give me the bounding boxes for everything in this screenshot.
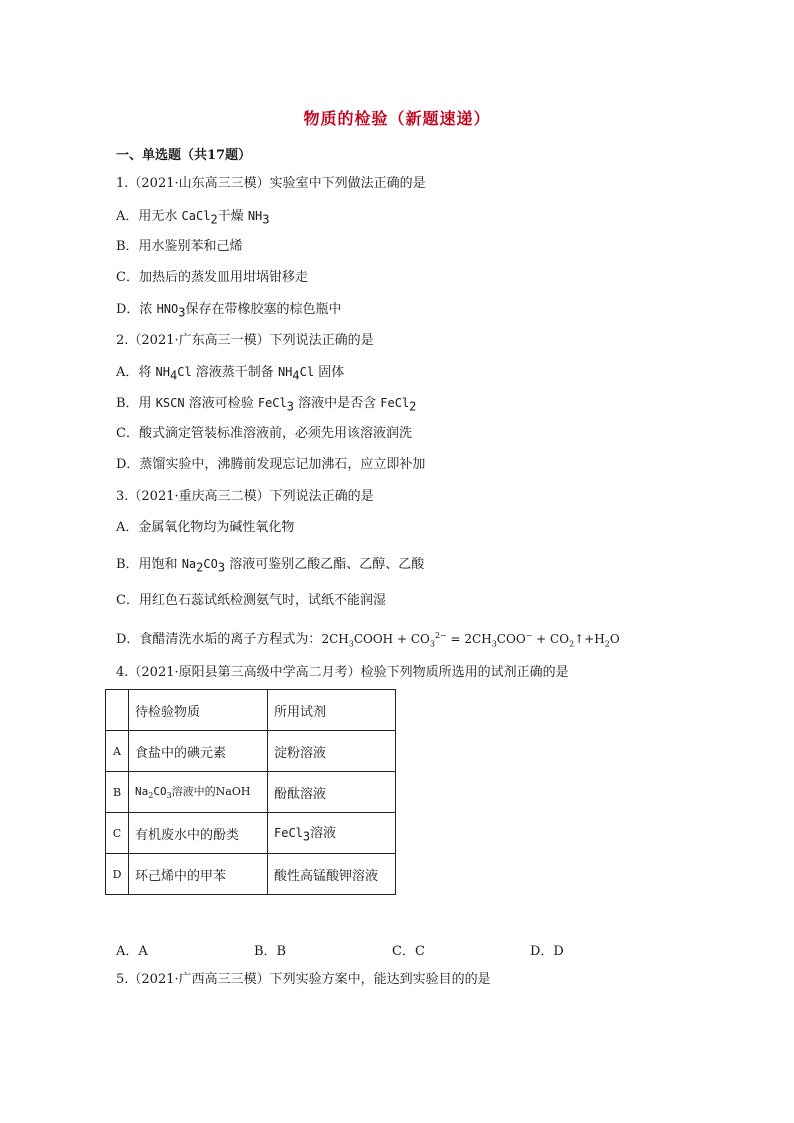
q4-option-c: C．C (392, 944, 425, 959)
q1-option-b: B．用水鉴别苯和己烯 (116, 239, 243, 254)
reagent-table (105, 689, 396, 895)
row-substance: 食盐中的碘元素 (129, 731, 268, 772)
row-substance: 有机废水中的酚类 (129, 813, 268, 854)
row-key: D (106, 854, 129, 895)
q2-option-c: C．酸式滴定管装标准溶液前，必须先用该溶液润洗 (116, 426, 412, 441)
q3-option-a: A．金属氧化物均为碱性氧化物 (116, 520, 295, 535)
q2-option-a: A．将 $NH_4Cl$ 溶液蒸干制备 $NH_4Cl$ 固体 (116, 365, 345, 383)
q1-stem: 1.（2021·山东高三三模）实验室中下列做法正确的是 (116, 176, 426, 191)
row-substance: 环己烯中的甲苯 (129, 854, 268, 895)
q1-option-c: C．加热后的蒸发皿用坩埚钳移走 (116, 270, 308, 285)
document-title: 物质的检验（新题速递） (303, 109, 491, 128)
row-substance: $Na_2CO_3$溶液中的NaOH (129, 772, 268, 813)
table-row (106, 854, 396, 895)
table-header-row (106, 690, 396, 731)
row-key: B (106, 772, 129, 813)
row-key: C (106, 813, 129, 854)
q4-option-d: D．D (530, 944, 564, 959)
q1-option-a: A．用无水 CaCl$_2$干燥 $NH_3$ (116, 209, 270, 227)
row-reagent: 酚酞溶液 (268, 772, 396, 813)
q2-option-b: B．用 KSCN 溶液可检验 FeCl$_3$ 溶液中是否含 FeCl$_2$ (116, 396, 417, 414)
row-key: A (106, 731, 129, 772)
q3-stem: 3.（2021·重庆高三二模）下列说法正确的是 (116, 489, 374, 504)
table-row (106, 731, 396, 772)
q2-stem: 2.（2021·广东高三一模）下列说法正确的是 (116, 333, 374, 348)
row-reagent: 淀粉溶液 (268, 731, 396, 772)
section-heading: 一、单选题（共17题） (116, 148, 252, 163)
table-row (106, 813, 396, 854)
q5-stem: 5.（2021·广西高三三模）下列实验方案中，能达到实验目的的是 (116, 972, 491, 987)
q4-option-b: B．B (254, 944, 287, 959)
q3-option-b: B．用饱和 $Na_2CO_3$ 溶液可鉴别乙酸乙酯、乙醇、乙酸 (116, 557, 425, 575)
table-header-cell: 待检验物质 (129, 690, 268, 731)
q3-option-c: C．用红色石蕊试纸检测氨气时，试纸不能润湿 (116, 593, 386, 608)
table-row (106, 772, 396, 813)
q3-option-d: D．食醋清洗水垢的离子方程式为：$2CH_3COOH + CO_3^{2-} = 2CH_3COO^-$ + $CO_2↑+H_2O$ (116, 631, 620, 649)
q2-option-d: D．蒸馏实验中，沸腾前发现忘记加沸石，应立即补加 (116, 457, 426, 472)
row-reagent: FeCl$_3$溶液 (268, 813, 396, 854)
row-reagent: 酸性高锰酸钾溶液 (268, 854, 396, 895)
table-header-cell (106, 690, 129, 731)
q4-stem: 4.（2021·原阳县第三高级中学高二月考）检验下列物质所选用的试剂正确的是 (116, 665, 569, 680)
table-header-cell: 所用试剂 (268, 690, 396, 731)
q1-option-d: D．浓 $HNO_3$保存在带橡胶塞的棕色瓶中 (116, 302, 342, 320)
q3-equation: $2CH_3COOH + CO_3^{2-} = 2CH_3COO^-$ + $CO_2↑+H_2O$ (321, 631, 620, 649)
q4-option-a: A．A (116, 944, 148, 959)
